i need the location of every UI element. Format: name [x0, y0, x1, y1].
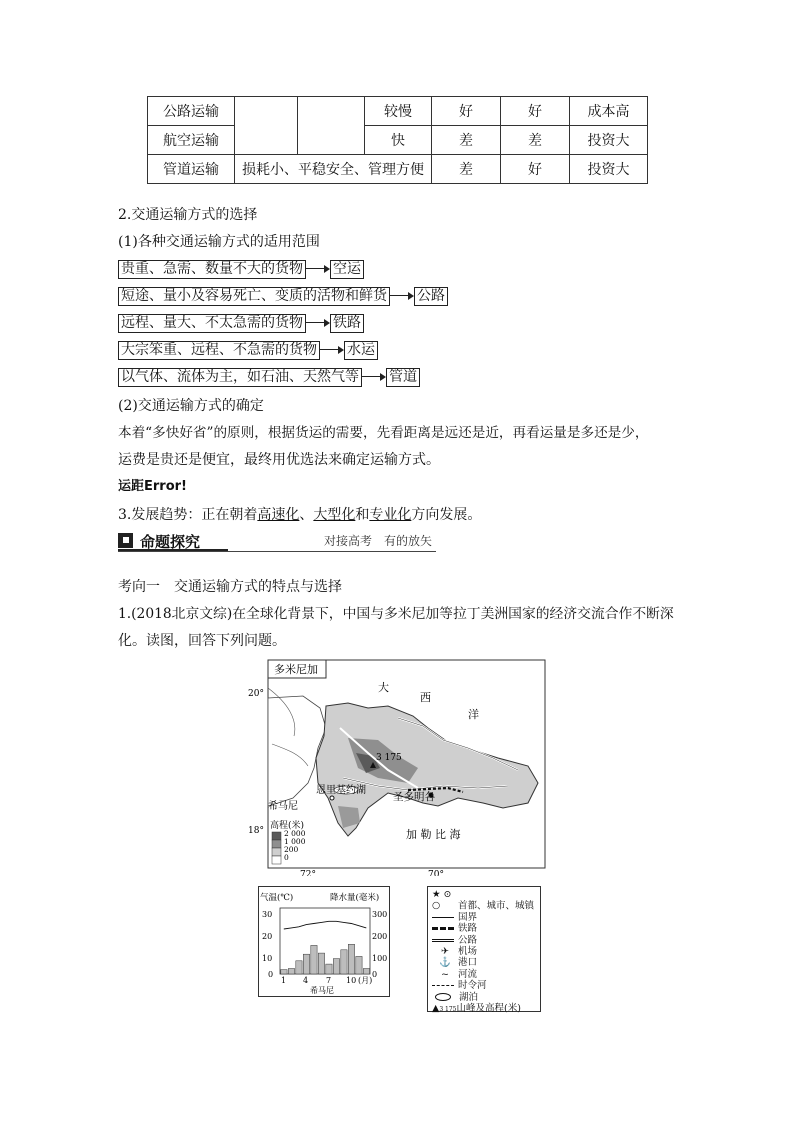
mode-box: 铁路 [330, 314, 364, 333]
legend-label: 时令河 [458, 980, 487, 992]
precip-bar [311, 945, 317, 974]
legend-item [432, 923, 540, 934]
railway-icon [432, 927, 454, 930]
mode-box: 空运 [330, 260, 364, 279]
trend-1: 高速化 [257, 507, 300, 523]
tick-label: 200 [372, 932, 388, 941]
cargo-box: 远程、量大、不太急需的货物 [118, 314, 306, 333]
divider [118, 551, 436, 552]
tick-label: 4 [303, 976, 309, 985]
legend-label: 首都、城市、城镇 [458, 900, 535, 912]
elev-label: 200 [284, 845, 299, 854]
arrow-icon [362, 372, 386, 382]
list-item [118, 340, 378, 360]
elev-label: 2 000 [284, 829, 306, 838]
map-title: 多米尼加 [274, 663, 318, 676]
legend-label: 铁路 [458, 923, 478, 935]
tick-label: 20 [262, 932, 273, 941]
precip-bar [318, 953, 324, 974]
tick-label: 10 [346, 976, 357, 985]
tick-label: 100 [372, 954, 388, 963]
lake-label: 恩里基约湖 [316, 785, 366, 796]
map-legend [427, 886, 541, 1015]
precip-bar [326, 964, 332, 974]
legend-item [432, 957, 540, 968]
legend-item [432, 889, 540, 912]
list-item [118, 259, 364, 279]
precip-bar [341, 950, 347, 974]
sea-label: 加 勒 比 海 [406, 828, 461, 841]
subheading-2: (2)交通运输方式的确定 [118, 398, 264, 414]
legend-item [432, 992, 540, 1003]
ocean-label: 西 [420, 691, 431, 704]
tick-label: 0 [372, 970, 378, 979]
mode-cell: 航空运输 [148, 126, 235, 155]
cargo-box: 贵重、急需、数量不大的货物 [118, 260, 306, 279]
swatch [272, 856, 281, 864]
question-line: 1.(2018北京文综)在全球化背景下，中国与多米尼加等拉丁美洲国家的经济交流合作不断深 [118, 606, 674, 622]
lat-label: 18° [248, 826, 264, 836]
section-title: 命题探究 [140, 533, 201, 551]
legend-label: 山峰及高程(米) [456, 1003, 521, 1015]
road-icon [432, 939, 454, 942]
table-row [148, 97, 648, 126]
town-icon [330, 796, 334, 800]
legend-item [432, 912, 540, 923]
cost-cell: 投资大 [570, 126, 648, 155]
precip-bar [296, 961, 302, 974]
paragraph: 运费是贵还是便宜，最终用优选法来确定运输方式。 [118, 452, 440, 468]
mode-box: 水运 [344, 341, 378, 360]
text: 和 [355, 507, 370, 523]
legend-item [432, 980, 540, 991]
arrow-icon [320, 345, 344, 355]
transport-table [147, 96, 648, 184]
capital-label: 圣多明各 [393, 791, 435, 803]
ocean-label: 洋 [468, 708, 479, 721]
peak-tag: 3 175 [439, 1006, 457, 1014]
precip-bar [356, 956, 362, 974]
section-banner [118, 531, 436, 551]
trend-3: 专业化 [369, 507, 412, 523]
section-2-heading: 2.交通运输方式的选择 [118, 207, 258, 223]
section-3-line [118, 505, 481, 525]
town-label: 希马尼 [268, 801, 298, 812]
list-item [118, 313, 364, 333]
ocean-label: 大 [378, 681, 389, 694]
station-label: 希马尼 [310, 986, 334, 995]
legend-item [432, 1003, 540, 1015]
border-icon [432, 917, 454, 918]
cell: 好 [432, 97, 501, 126]
x-unit: (月) [358, 976, 373, 985]
elev-label: 1 000 [284, 837, 306, 846]
left-axis-label: 气温(℃) [260, 893, 294, 903]
advantage-cell [235, 97, 298, 155]
disadvantage-cell [298, 97, 365, 155]
speed-cell: 快 [365, 126, 432, 155]
legend-label: 机场 [458, 946, 478, 958]
mode-box: 公路 [414, 287, 448, 306]
lake-icon [435, 993, 451, 1001]
section-subtitle: 对接高考 有的放矢 [324, 534, 433, 548]
cell: 差 [432, 126, 501, 155]
swatch [272, 848, 281, 856]
mode-box: 管道 [386, 368, 420, 387]
tick-label: 300 [372, 910, 388, 919]
cell: 差 [501, 126, 570, 155]
swatch [272, 832, 281, 840]
right-axis-label: 降水量(毫米) [330, 893, 380, 903]
cargo-box: 大宗笨重、远程、不急需的货物 [118, 341, 320, 360]
tick-label: 0 [268, 970, 274, 979]
exam-direction: 考向一 交通运输方式的特点与选择 [118, 579, 342, 595]
cell: 差 [432, 155, 501, 184]
lon-label: 72° [300, 870, 316, 876]
lon-label: 70° [428, 870, 444, 876]
tick-label: 30 [262, 910, 273, 919]
error-text: 运距Error! [118, 479, 187, 494]
legend-label: 国界 [458, 911, 478, 923]
merged-cell: 损耗小、平稳安全、管理方便 [235, 155, 432, 184]
dominican-map [248, 658, 548, 876]
city-icon: ★ ⊙ ○ [432, 889, 452, 912]
cell: 好 [501, 97, 570, 126]
list-item [118, 367, 420, 387]
text: 、 [299, 507, 314, 523]
trend-2: 大型化 [313, 507, 356, 523]
table-row [148, 155, 648, 184]
arrow-icon [306, 264, 330, 274]
legend-label: 湖泊 [459, 991, 479, 1003]
cargo-box: 以气体、流体为主，如石油、天然气等 [118, 368, 362, 387]
seasonal-river-icon [432, 985, 454, 986]
section-icon-inner [123, 537, 129, 543]
precip-bar [333, 959, 339, 974]
text: 3.发展趋势：正在朝着 [118, 507, 258, 523]
port-icon: ⚓ [439, 957, 451, 969]
text: 方向发展。 [411, 507, 482, 523]
airport-icon: ✈ [441, 946, 449, 958]
tick-label: 10 [262, 954, 273, 963]
elev-label: 0 [284, 853, 289, 862]
swatch [272, 840, 281, 848]
precip-bar [281, 970, 287, 974]
cost-cell: 投资大 [570, 155, 648, 184]
cost-cell: 成本高 [570, 97, 648, 126]
speed-cell: 较慢 [365, 97, 432, 126]
precip-bar [348, 944, 354, 974]
peak-icon: ▲ [432, 1003, 440, 1015]
legend-label: 公路 [458, 934, 478, 946]
cargo-box: 短途、量小及容易死亡、变质的活物和鲜货 [118, 287, 390, 306]
question-line: 化。读图，回答下列问题。 [118, 633, 286, 649]
legend-item [432, 946, 540, 957]
paragraph: 本着“多快好省”的原则，根据货运的需要，先看距离是远还是近，再看运量是多还是少， [118, 425, 649, 441]
table-row [148, 126, 648, 155]
legend-item: ~ 河流 [441, 968, 478, 980]
mode-cell: 管道运输 [148, 155, 235, 184]
tick-label: 1 [281, 976, 287, 985]
legend-label: 河流 [458, 968, 478, 980]
climate-chart [258, 886, 390, 998]
elevation-title: 高程(米) [270, 821, 305, 831]
precip-bar [303, 954, 309, 974]
precip-bar [363, 969, 369, 975]
legend-label: 港口 [458, 957, 478, 969]
legend-item [432, 935, 540, 946]
precip-bar [288, 969, 294, 975]
peak-label: 3 175 [376, 753, 402, 763]
arrow-icon [306, 318, 330, 328]
arrow-icon [390, 291, 414, 301]
tick-label: 7 [326, 976, 332, 985]
lat-label: 20° [248, 689, 264, 699]
subheading-1: (1)各种交通运输方式的适用范围 [118, 234, 320, 250]
list-item [118, 286, 448, 306]
cell: 好 [501, 155, 570, 184]
mode-cell: 公路运输 [148, 97, 235, 126]
